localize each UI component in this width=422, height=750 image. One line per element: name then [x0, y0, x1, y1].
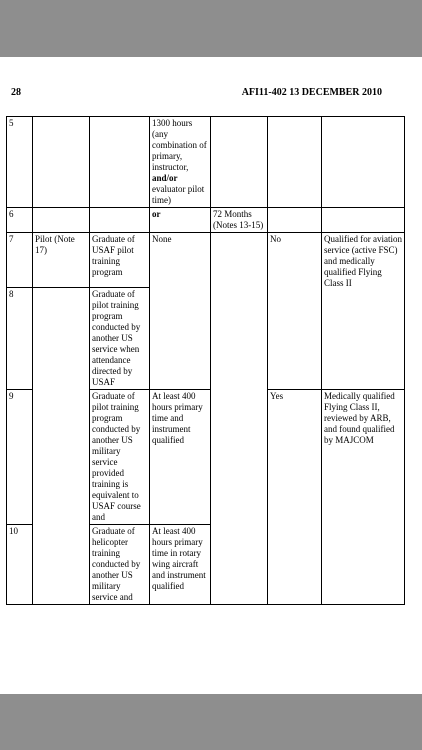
- table-row: [7, 208, 405, 233]
- rating-cell: Pilot (Note 17): [33, 233, 90, 288]
- training-cell: [90, 208, 150, 233]
- row-number-cell: 9: [7, 390, 33, 525]
- table-row: [7, 233, 405, 288]
- viewer-bottom-bar: [0, 694, 422, 750]
- page-number: 28: [11, 87, 21, 98]
- viewer-top-bar: [0, 0, 422, 57]
- requirement-cell: or: [150, 208, 211, 233]
- document-title: AFI11-402 13 DECEMBER 2010: [241, 87, 382, 98]
- training-cell: Graduate of pilot training program conducted by another US military service provided training is equivalent to USAF course and: [90, 390, 150, 525]
- flag-cell: [268, 208, 322, 233]
- medical-cell: Medically qualified Flying Class II, reviewed by ARB, and found qualified by MAJCOM: [322, 390, 405, 605]
- requirement-cell: None: [150, 233, 211, 390]
- medical-cell: Qualified for aviation service (active FSC) and medically qualified Flying Class II: [322, 233, 405, 390]
- rating-cell: [33, 208, 90, 233]
- flag-cell: [268, 117, 322, 208]
- medical-cell: [322, 208, 405, 233]
- training-cell: Graduate of USAF pilot training program: [90, 233, 150, 288]
- row-number-cell: 8: [7, 288, 33, 390]
- duration-cell: [211, 233, 268, 605]
- flag-cell: No: [268, 233, 322, 390]
- duration-cell: 72 Months (Notes 13-15): [211, 208, 268, 233]
- requirement-cell: At least 400 hours primary time in rotary wing aircraft and instrument qualified: [150, 525, 211, 605]
- row-number-cell: 5: [7, 117, 33, 208]
- requirement-cell: At least 400 hours primary time and instrument qualified: [150, 390, 211, 525]
- rating-cell: [33, 117, 90, 208]
- medical-cell: [322, 117, 405, 208]
- row-number-cell: 7: [7, 233, 33, 288]
- row-number-cell: 6: [7, 208, 33, 233]
- rating-requirements-table: [6, 116, 405, 605]
- rating-cell: [33, 288, 90, 605]
- training-cell: Graduate of pilot training program conducted by another US service when attendance directed by USAF: [90, 288, 150, 390]
- document-page: [0, 57, 422, 694]
- training-cell: [90, 117, 150, 208]
- row-number-cell: 10: [7, 525, 33, 605]
- training-cell: Graduate of helicopter training conducted by another US military service and: [90, 525, 150, 605]
- duration-cell: [211, 117, 268, 208]
- flag-cell: Yes: [268, 390, 322, 605]
- requirement-cell: 1300 hours (any combination of primary, instructor, and/or evaluator pilot time): [150, 117, 211, 208]
- table-row: [7, 117, 405, 208]
